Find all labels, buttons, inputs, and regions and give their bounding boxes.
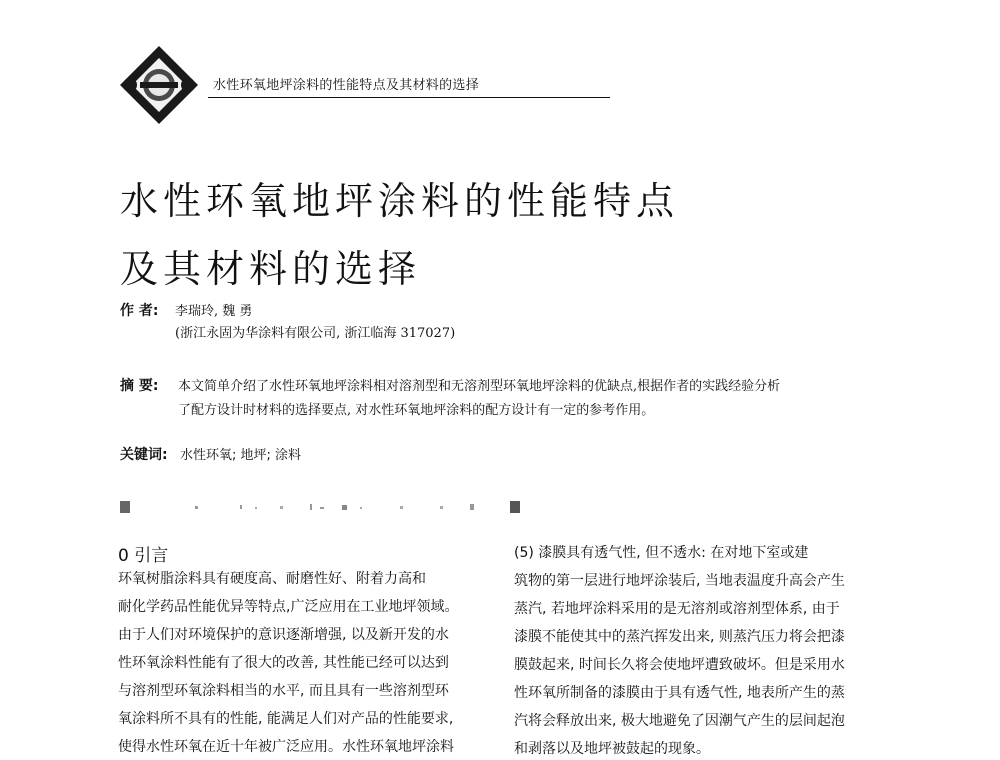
section-heading: 0 引言 (118, 546, 169, 566)
body-line: 与溶剂型环氧涂料相当的水平, 而且具有一些溶剂型环 (118, 683, 449, 699)
body-line: 蒸汽, 若地坪涂料采用的是无溶剂或溶剂型体系, 由于 (514, 601, 840, 617)
running-header: 水性环氧地坪涂料的性能特点及其材料的选择 (213, 78, 480, 93)
body-line: 耐化学药品性能优异等特点,广泛应用在工业地坪领域。 (118, 599, 459, 615)
authors-label: 作 者: (120, 303, 159, 319)
authors-names: 李瑞玲, 魏 勇 (175, 304, 253, 319)
keywords-text: 水性环氧; 地坪; 涂料 (180, 448, 302, 463)
abstract-label: 摘 要: (120, 378, 159, 394)
title-line-1: 水性环氧地坪涂料的性能特点 (120, 179, 680, 223)
abstract-line-1: 本文简单介绍了水性环氧地坪涂料相对溶剂型和无溶剂型环氧地坪涂料的优缺点,根据作者的实践经验分析 (178, 379, 781, 394)
header-rule (208, 97, 610, 98)
body-line: 性环氧所制备的漆膜由于具有透气性, 地表所产生的蒸 (514, 685, 845, 701)
body-line: 氧涂料所不具有的性能, 能满足人们对产品的性能要求, (118, 711, 454, 727)
journal-logo (118, 44, 200, 126)
affiliation: (浙江永固为华涂料有限公司, 浙江临海 317027) (175, 326, 456, 341)
body-line: 使得水性环氧在近十年被广泛应用。水性环氧地坪涂料 (118, 739, 454, 755)
body-line: 汽将会释放出来, 极大地避免了因潮气产生的层间起泡 (514, 713, 845, 729)
body-line: 由于人们对环境保护的意识逐渐增强, 以及新开发的水 (118, 627, 449, 643)
body-line: 性环氧涂料性能有了很大的改善, 其性能已经可以达到 (118, 655, 449, 671)
keywords-label: 关键词: (120, 447, 168, 463)
body-line: 和剥落以及地坪被鼓起的现象。 (514, 741, 710, 757)
body-line: 筑物的第一层进行地坪涂装后, 当地表温度升高会产生 (514, 573, 845, 589)
body-line: (5) 漆膜具有透气性, 但不透水: 在对地下室或建 (514, 545, 809, 561)
abstract-line-2: 了配方设计时材料的选择要点, 对水性环氧地坪涂料的配方设计有一定的参考作用。 (178, 403, 655, 418)
body-line: 漆膜不能使其中的蒸汽挥发出来, 则蒸汽压力将会把漆 (514, 629, 845, 645)
body-line: 膜鼓起来, 时间长久将会使地坪遭致破坏。但是采用水 (514, 657, 845, 673)
body-line: 环氧树脂涂料具有硬度高、耐磨性好、附着力高和 (118, 571, 426, 587)
scan-noise-strip (120, 497, 520, 517)
title-line-2: 及其材料的选择 (120, 247, 422, 291)
